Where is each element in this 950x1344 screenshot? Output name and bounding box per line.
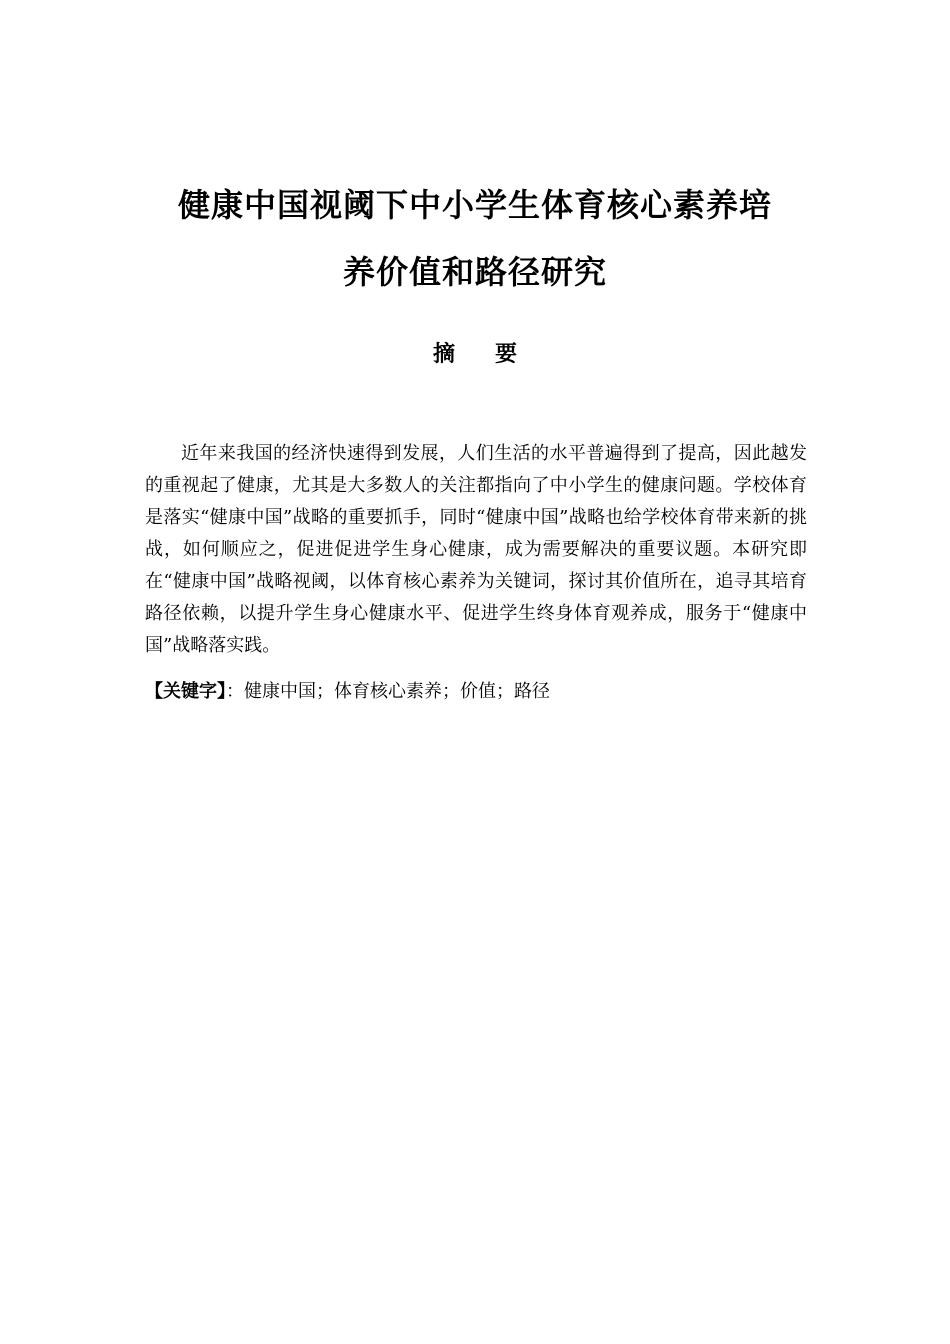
document-title-line-2: 养价值和路径研究 bbox=[342, 253, 607, 291]
abstract-body: 近年来我国的经济快速得到发展，人们生活的水平普遍得到了提高，因此越发的重视起了健康，尤其是大多数人的关注都指向了中小学生的健康问题。学校体育是落实“健康中国”战略的重要抓手，同时“健康中国”战略也给学校体育带来新的挑战，如何顺应之，促进促进学生身心健康，成为需要解决的重要议题。本研究即在“健康中国”战略视阈，以体育核心素养为关键词，探讨其价值所在，追寻其培育路径依赖，以提升学生身心健康水平、促进学生终身体育观养成，服务于“健康中国”战略落实践。 bbox=[145, 443, 807, 656]
abstract-heading-char-1: 摘 bbox=[432, 342, 455, 367]
keywords-line bbox=[145, 676, 807, 708]
abstract-heading bbox=[0, 340, 950, 370]
keywords-value: 健康中国；体育核心素养；价值；路径 bbox=[244, 681, 550, 702]
abstract-heading-char-2: 要 bbox=[495, 342, 518, 367]
keywords-separator: ： bbox=[226, 681, 244, 702]
keywords-label: 【关键字】 bbox=[145, 681, 226, 702]
document-title-line-1: 健康中国视阈下中小学生体育核心素养培 bbox=[177, 186, 772, 224]
